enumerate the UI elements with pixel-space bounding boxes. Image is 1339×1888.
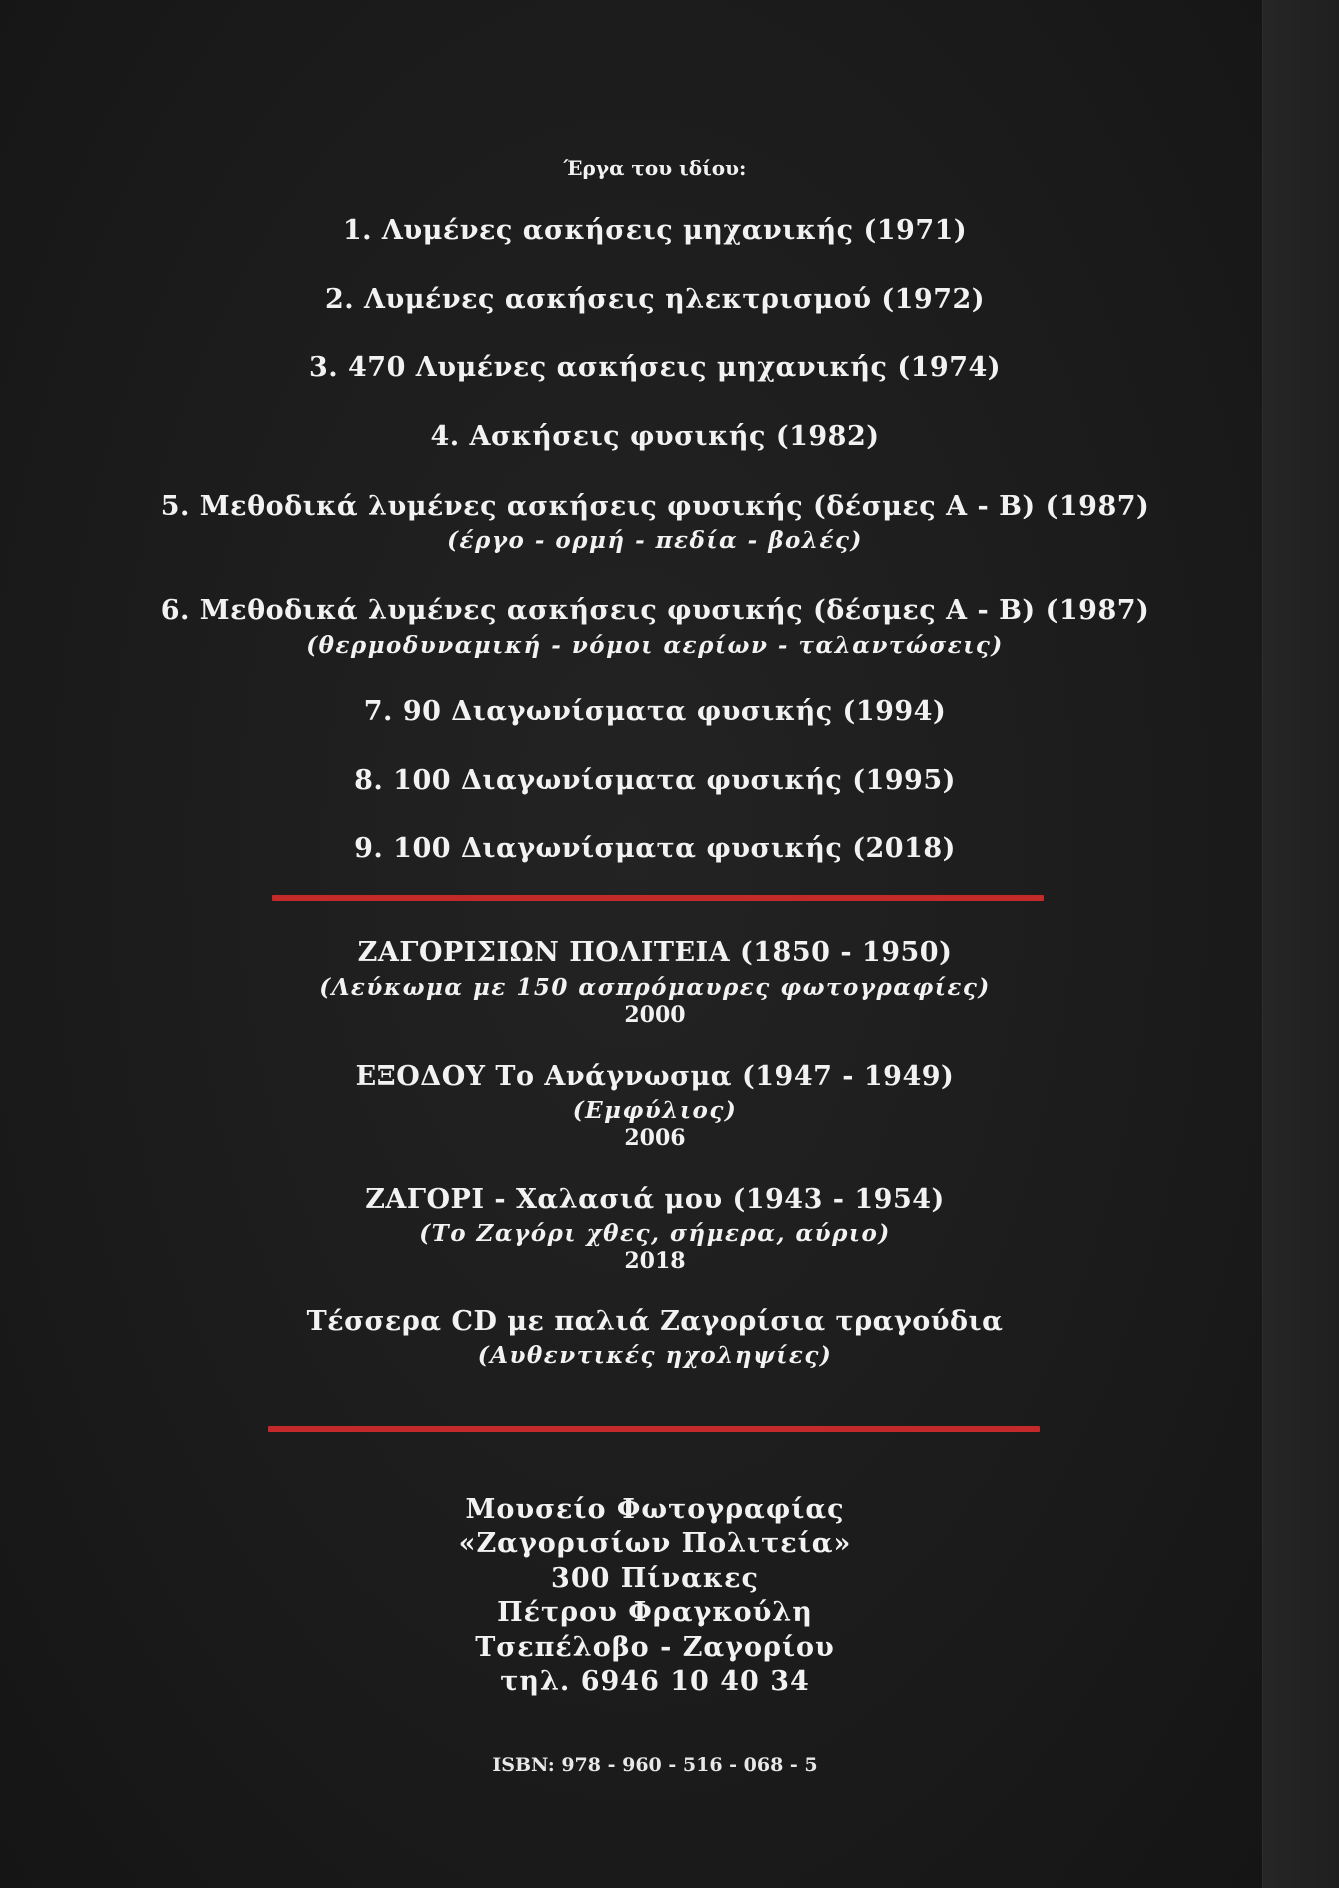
museum-name: Μουσείο Φωτογραφίας: [465, 1494, 845, 1525]
work-item-4: 4. Ασκήσεις φυσικής (1982): [430, 421, 880, 452]
other-work-4-subtitle: (Αυθεντικές ηχοληψίες): [477, 1342, 833, 1369]
museum-paintings: 300 Πίνακες: [551, 1563, 759, 1594]
museum-owner: Πέτρου Φραγκούλη: [497, 1597, 813, 1628]
other-work-2-title: ΕΞΟΔΟΥ Το Ανάγνωσμα (1947 - 1949): [355, 1061, 955, 1092]
work-item-3: 3. 470 Λυμένες ασκήσεις μηχανικής (1974): [308, 352, 1002, 383]
other-work-3-subtitle: (Το Ζαγόρι χθες, σήμερα, αύριο): [419, 1220, 891, 1247]
work-item-8: 8. 100 Διαγωνίσματα φυσικής (1995): [354, 765, 956, 796]
work-item-6-subtitle: (θερμοδυναμική - νόμοι αερίων - ταλαντώσεις): [306, 632, 1004, 659]
other-work-2-year: 2006: [624, 1125, 686, 1151]
spine-edge: [1262, 0, 1339, 1888]
museum-location: Τσεπέλοβο - Ζαγορίου: [475, 1632, 835, 1663]
other-work-4-title: Τέσσερα CD με παλιά Ζαγορίσια τραγούδια: [306, 1306, 1004, 1337]
isbn: ISBN: 978 - 960 - 516 - 068 - 5: [492, 1754, 818, 1776]
work-item-1: 1. Λυμένες ασκήσεις μηχανικής (1971): [342, 215, 968, 246]
other-work-2-subtitle: (Εμφύλιος): [572, 1097, 738, 1124]
work-item-9: 9. 100 Διαγωνίσματα φυσικής (2018): [354, 833, 956, 864]
red-divider-top: [272, 895, 1044, 901]
other-work-1-year: 2000: [624, 1002, 686, 1028]
red-divider-bottom: [268, 1426, 1040, 1432]
other-work-1-title: ΖΑΓΟΡΙΣΙΩΝ ΠΟΛΙΤΕΙΑ (1850 - 1950): [357, 937, 953, 968]
other-work-1-subtitle: (Λεύκωμα με 150 ασπρόμαυρες φωτογραφίες): [319, 974, 991, 1001]
work-item-2: 2. Λυμένες ασκήσεις ηλεκτρισμού (1972): [324, 284, 986, 315]
work-item-5: 5. Μεθοδικά λυμένες ασκήσεις φυσικής (δέσμες Α - Β) (1987): [160, 491, 1150, 522]
work-item-7: 7. 90 Διαγωνίσματα φυσικής (1994): [363, 696, 947, 727]
works-heading: Έργα του ιδίου:: [563, 156, 747, 180]
museum-phone: τηλ. 6946 10 40 34: [500, 1666, 810, 1697]
other-work-3-title: ΖΑΓΟΡΙ - Χαλασιά μου (1943 - 1954): [365, 1184, 945, 1215]
other-work-3-year: 2018: [624, 1248, 686, 1274]
work-item-5-subtitle: (έργο - ορμή - πεδία - βολές): [447, 527, 863, 554]
work-item-6: 6. Μεθοδικά λυμένες ασκήσεις φυσικής (δέσμες Α - Β) (1987): [160, 595, 1150, 626]
museum-subtitle: «Ζαγορισίων Πολιτεία»: [458, 1528, 852, 1559]
